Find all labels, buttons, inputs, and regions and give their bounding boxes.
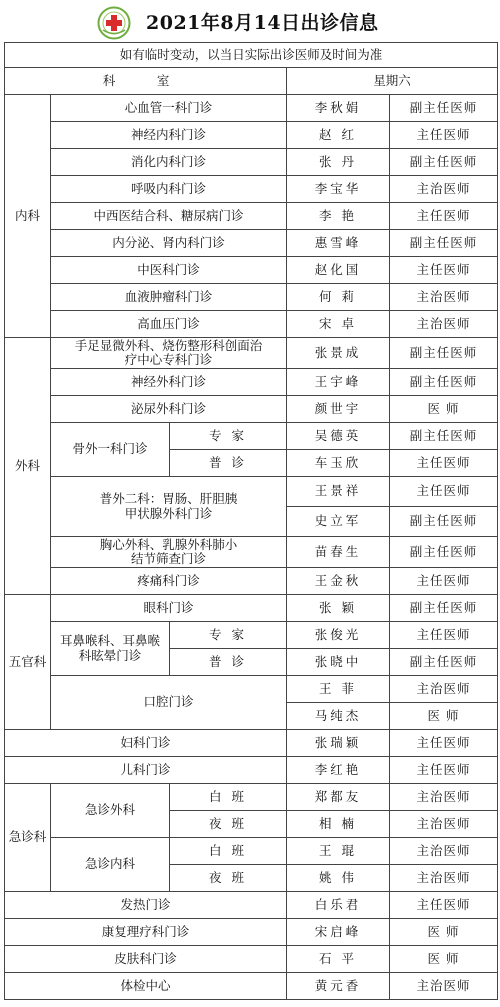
doctor-title: 副主任医师 (390, 537, 498, 568)
doctor-name: 李 艳 (287, 203, 390, 230)
department-cell: 内分泌、肾内科门诊 (51, 230, 287, 257)
doctor-title: 主治医师 (390, 973, 498, 1000)
department-cell: 眼科门诊 (51, 595, 287, 622)
doctor-title: 副主任医师 (390, 230, 498, 257)
department-cell: 心血管一科门诊 (51, 95, 287, 122)
department-cell: 消化内科门诊 (51, 149, 287, 176)
department-cell: 中西医结合科、糖尿病门诊 (51, 203, 287, 230)
doctor-name: 张晓中 (287, 649, 390, 676)
doctor-title: 副主任医师 (390, 423, 498, 450)
doctor-title: 主任医师 (390, 203, 498, 230)
department-cell: 疼痛科门诊 (51, 568, 287, 595)
doctor-title: 医 师 (390, 919, 498, 946)
department-cell: 儿科门诊 (5, 757, 287, 784)
doctor-title: 副主任医师 (390, 507, 498, 537)
group-emergency: 急诊科 (5, 784, 51, 892)
department-cell: 胸心外科、乳腺外科肺小结节筛查门诊 (51, 537, 287, 568)
doctor-name: 赵化国 (287, 257, 390, 284)
doctor-title: 主任医师 (390, 122, 498, 149)
group-surgery: 外科 (5, 338, 51, 595)
doctor-title: 主任医师 (390, 477, 498, 507)
doctor-name: 史立军 (287, 507, 390, 537)
doctor-name: 王景祥 (287, 477, 390, 507)
doctor-name: 王金秋 (287, 568, 390, 595)
doctor-title: 主治医师 (390, 784, 498, 811)
doctor-name: 郑都友 (287, 784, 390, 811)
visit-type: 专 家 (170, 423, 287, 450)
doctor-name: 王 琨 (287, 838, 390, 865)
doctor-name: 王 菲 (287, 676, 390, 703)
doctor-title: 主任医师 (390, 568, 498, 595)
doctor-title: 主治医师 (390, 311, 498, 338)
doctor-name: 宋 卓 (287, 311, 390, 338)
doctor-name: 王宇峰 (287, 369, 390, 396)
doctor-name: 李红艳 (287, 757, 390, 784)
doctor-title: 副主任医师 (390, 649, 498, 676)
department-cell: 体检中心 (5, 973, 287, 1000)
department-cell: 骨外一科门诊 (51, 423, 170, 477)
doctor-title: 主任医师 (390, 730, 498, 757)
department-cell: 血液肿瘤科门诊 (51, 284, 287, 311)
doctor-title: 副主任医师 (390, 95, 498, 122)
group-ent-eye: 五官科 (5, 595, 51, 730)
doctor-name: 车玉欣 (287, 450, 390, 477)
doctor-name: 惠雪峰 (287, 230, 390, 257)
doctor-name: 张 丹 (287, 149, 390, 176)
doctor-title: 主任医师 (390, 622, 498, 649)
doctor-title: 医 师 (390, 703, 498, 730)
doctor-title: 主任医师 (390, 892, 498, 919)
doctor-name: 张景成 (287, 338, 390, 369)
doctor-title: 主任医师 (390, 257, 498, 284)
department-cell: 急诊内科 (51, 838, 170, 892)
column-header-department: 科 室 (5, 68, 287, 95)
doctor-title: 主治医师 (390, 838, 498, 865)
schedule-table (4, 42, 498, 1000)
page-header (0, 0, 500, 41)
department-cell: 呼吸内科门诊 (51, 176, 287, 203)
doctor-title: 主任医师 (390, 757, 498, 784)
department-cell: 神经外科门诊 (51, 369, 287, 396)
visit-type: 普 诊 (170, 450, 287, 477)
department-cell: 耳鼻喉科、耳鼻喉科眩晕门诊 (51, 622, 170, 676)
visit-type: 专 家 (170, 622, 287, 649)
department-cell: 高血压门诊 (51, 311, 287, 338)
department-cell: 康复理疗科门诊 (5, 919, 287, 946)
shift-cell: 白 班 (170, 784, 287, 811)
department-cell: 神经内科门诊 (51, 122, 287, 149)
column-header-saturday: 星期六 (287, 68, 498, 95)
doctor-title: 副主任医师 (390, 149, 498, 176)
department-cell: 急诊外科 (51, 784, 170, 838)
doctor-title: 主治医师 (390, 176, 498, 203)
department-cell: 皮肤科门诊 (5, 946, 287, 973)
department-cell: 中医科门诊 (51, 257, 287, 284)
department-cell: 泌尿外科门诊 (51, 396, 287, 423)
visit-type: 普 诊 (170, 649, 287, 676)
doctor-name: 黄元香 (287, 973, 390, 1000)
doctor-title: 主任医师 (390, 450, 498, 477)
shift-cell: 夜 班 (170, 811, 287, 838)
doctor-name: 姚 伟 (287, 865, 390, 892)
doctor-name: 吴德英 (287, 423, 390, 450)
shift-cell: 白 班 (170, 838, 287, 865)
doctor-title: 医 师 (390, 396, 498, 423)
doctor-name: 何 莉 (287, 284, 390, 311)
department-cell: 妇科门诊 (5, 730, 287, 757)
page-title: 2021年8月14日出诊信息 (146, 12, 379, 34)
department-cell: 发热门诊 (5, 892, 287, 919)
doctor-name: 石 平 (287, 946, 390, 973)
doctor-name: 马纯杰 (287, 703, 390, 730)
department-cell: 手足显微外科、烧伤整形科创面治疗中心专科门诊 (51, 338, 287, 369)
doctor-name: 张俊光 (287, 622, 390, 649)
department-cell: 口腔门诊 (51, 676, 287, 730)
group-internal-medicine: 内科 (5, 95, 51, 338)
doctor-name: 李秋娟 (287, 95, 390, 122)
doctor-name: 张 颖 (287, 595, 390, 622)
doctor-name: 李宝华 (287, 176, 390, 203)
doctor-name: 白乐君 (287, 892, 390, 919)
doctor-name: 赵 红 (287, 122, 390, 149)
doctor-title: 主治医师 (390, 811, 498, 838)
doctor-name: 宋启峰 (287, 919, 390, 946)
department-cell: 普外二科：胃肠、肝胆胰甲状腺外科门诊 (51, 477, 287, 537)
hospital-logo-icon (97, 6, 131, 40)
doctor-title: 医 师 (390, 946, 498, 973)
doctor-name: 张瑞颖 (287, 730, 390, 757)
doctor-name: 颜世宇 (287, 396, 390, 423)
doctor-title: 副主任医师 (390, 369, 498, 396)
doctor-title: 主治医师 (390, 676, 498, 703)
doctor-title: 副主任医师 (390, 338, 498, 369)
doctor-title: 主治医师 (390, 284, 498, 311)
doctor-title: 主治医师 (390, 865, 498, 892)
doctor-name: 苗春生 (287, 537, 390, 568)
doctor-title: 副主任医师 (390, 595, 498, 622)
shift-cell: 夜 班 (170, 865, 287, 892)
doctor-name: 相 楠 (287, 811, 390, 838)
notice-text: 如有临时变动，以当日实际出诊医师及时间为准 (5, 43, 498, 68)
